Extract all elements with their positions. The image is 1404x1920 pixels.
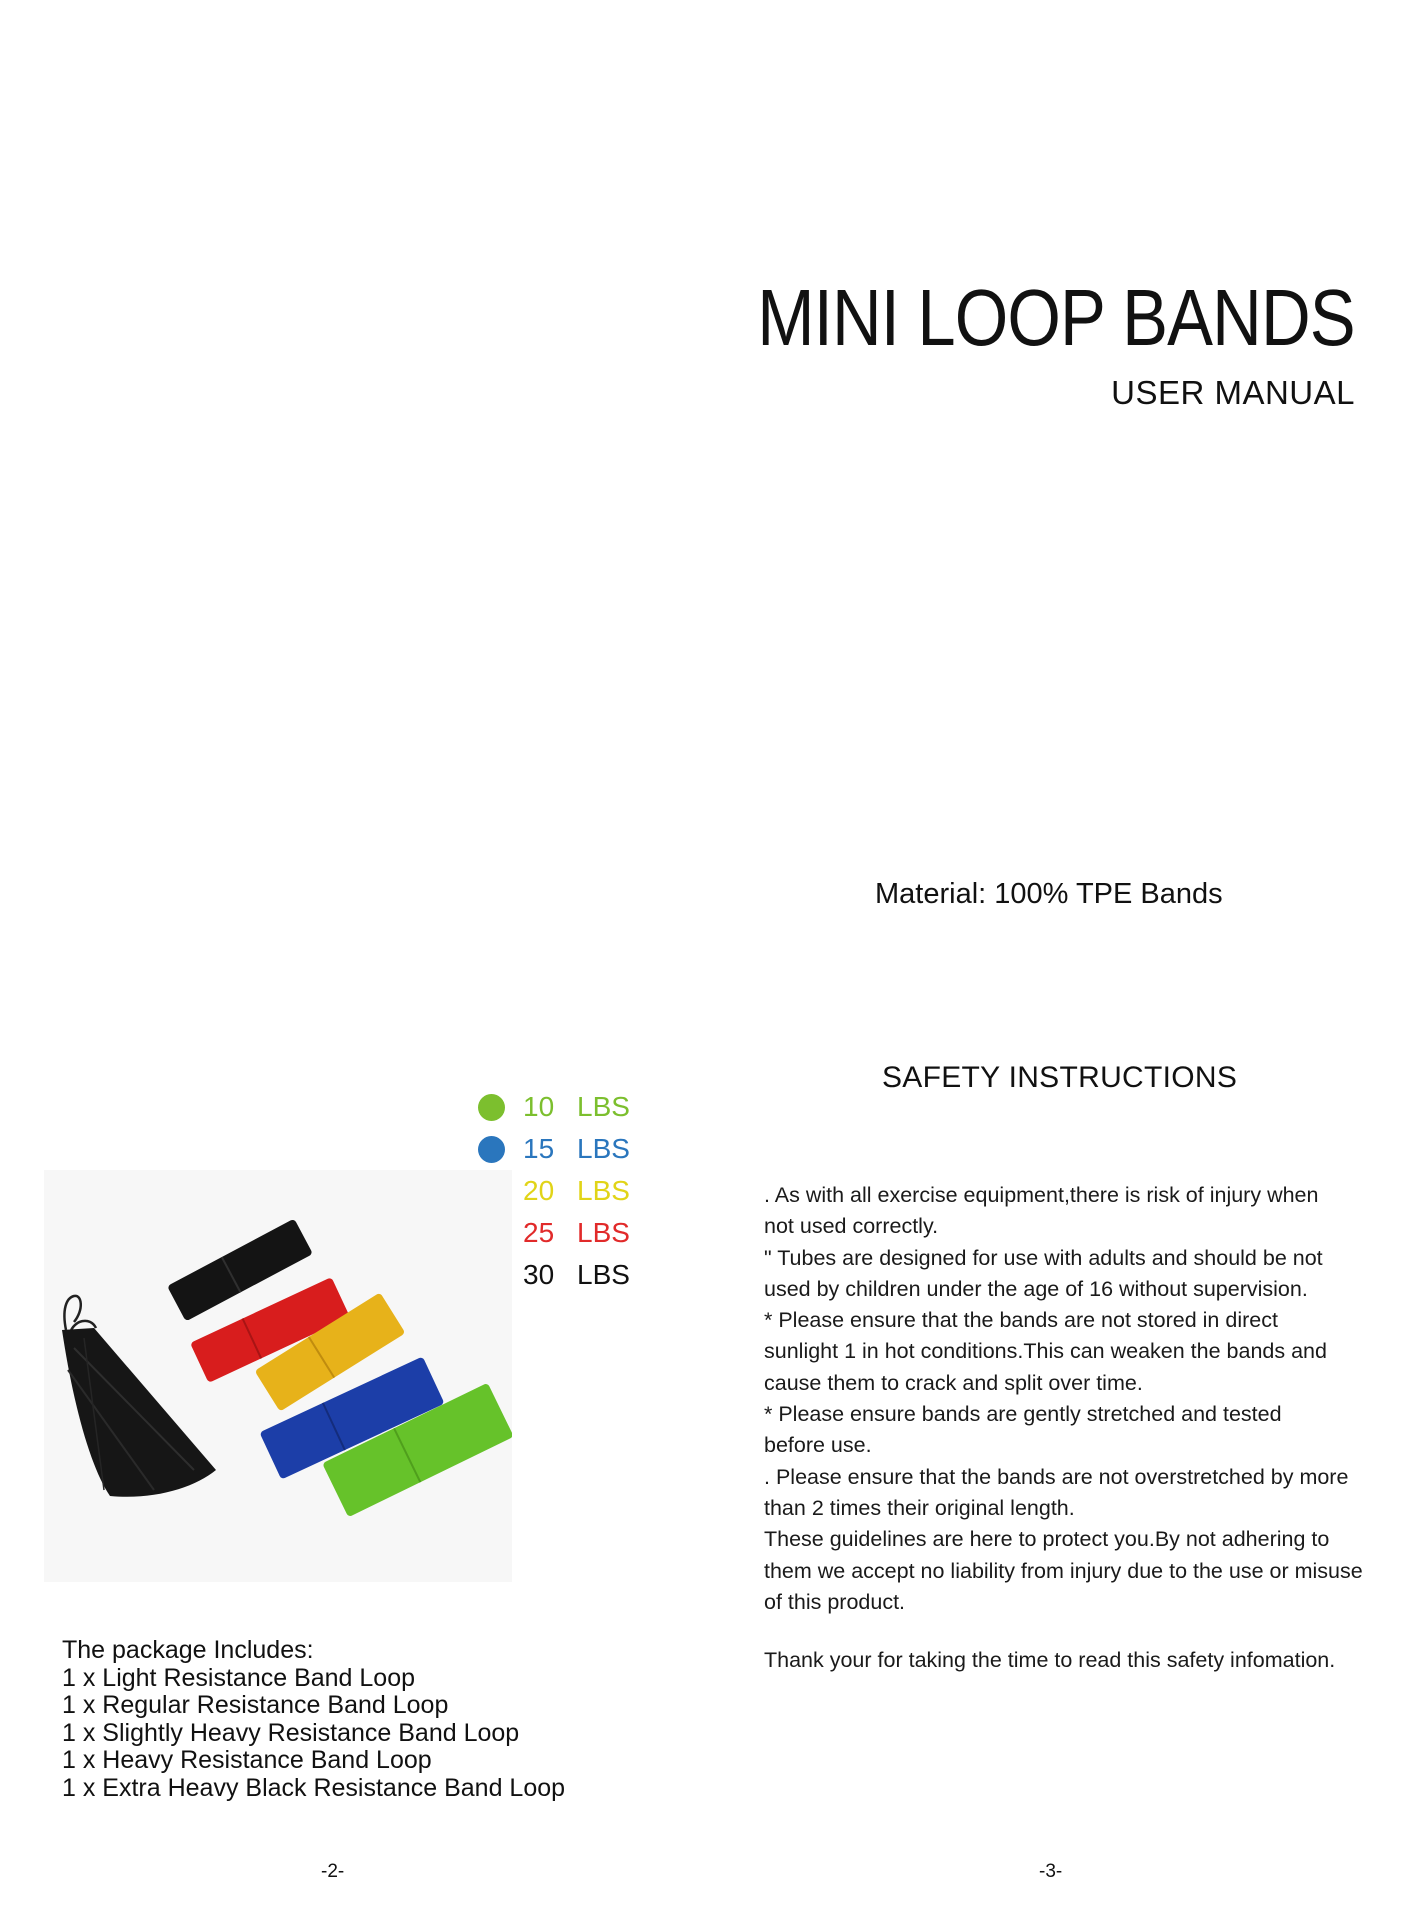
thanks-text: Thank your for taking the time to read this safety infomation.	[764, 1648, 1336, 1672]
safety-line: " Tubes are designed for use with adults and should be not	[764, 1245, 1323, 1270]
safety-line: of this product.	[764, 1589, 906, 1614]
green-dot-icon	[478, 1094, 505, 1121]
package-item: 1 x Light Resistance Band Loop	[62, 1663, 416, 1692]
legend-unit: LBS	[577, 1259, 630, 1290]
legend-weight: 25	[523, 1217, 555, 1248]
package-heading: The package Includes:	[62, 1636, 314, 1664]
safety-line: . As with all exercise equipment,there is risk of injury when	[764, 1183, 1319, 1207]
safety-line: . Please ensure that the bands are not overstretched by more	[764, 1464, 1349, 1489]
safety-line: not used correctly.	[764, 1214, 939, 1239]
safety-line: sunlight 1 in hot conditions.This can weaken the bands and	[764, 1339, 1327, 1364]
safety-line: These guidelines are here to protect you.By not adhering to	[764, 1527, 1330, 1552]
package-item: 1 x Slightly Heavy Resistance Band Loop	[62, 1718, 520, 1747]
safety-line: them we accept no liability from injury due to the use or misuse	[764, 1558, 1363, 1583]
legend-unit: LBS	[577, 1091, 630, 1122]
manual-subtitle: USER MANUAL	[1111, 374, 1355, 411]
legend-weight: 20	[523, 1175, 555, 1206]
safety-instructions	[764, 1180, 1384, 1618]
package-item: 1 x Heavy Resistance Band Loop	[62, 1746, 432, 1775]
product-photo	[44, 1170, 512, 1582]
legend-unit: LBS	[577, 1217, 630, 1248]
page-number-left: -2-	[321, 1861, 345, 1882]
legend-item	[478, 1086, 630, 1128]
material-text: Material: 100% TPE Bands	[875, 878, 1223, 910]
legend-item	[478, 1128, 630, 1170]
safety-line: cause them to crack and split over time.	[764, 1370, 1143, 1395]
drawstring-bag-icon	[62, 1296, 216, 1497]
package-contents	[62, 1637, 565, 1803]
blue-dot-icon	[478, 1136, 505, 1163]
safety-line: than 2 times their original length.	[764, 1495, 1075, 1520]
manual-title: MINI LOOP BANDS	[757, 273, 1355, 362]
safety-line: used by children under the age of 16 without supervision.	[764, 1276, 1308, 1301]
safety-line: before use.	[764, 1433, 872, 1458]
legend-weight: 10	[523, 1091, 555, 1122]
safety-heading: SAFETY INSTRUCTIONS	[882, 1061, 1238, 1094]
legend-unit: LBS	[577, 1133, 630, 1164]
legend-weight: 30	[523, 1259, 555, 1290]
package-item: 1 x Regular Resistance Band Loop	[62, 1691, 449, 1720]
legend-unit: LBS	[577, 1175, 630, 1206]
page-number-right: -3-	[1039, 1861, 1063, 1882]
package-item: 1 x Extra Heavy Black Resistance Band Loop	[62, 1773, 566, 1802]
safety-line: * Please ensure bands are gently stretched and tested	[764, 1402, 1282, 1427]
legend-weight: 15	[523, 1133, 555, 1164]
safety-line: * Please ensure that the bands are not stored in direct	[764, 1308, 1278, 1333]
